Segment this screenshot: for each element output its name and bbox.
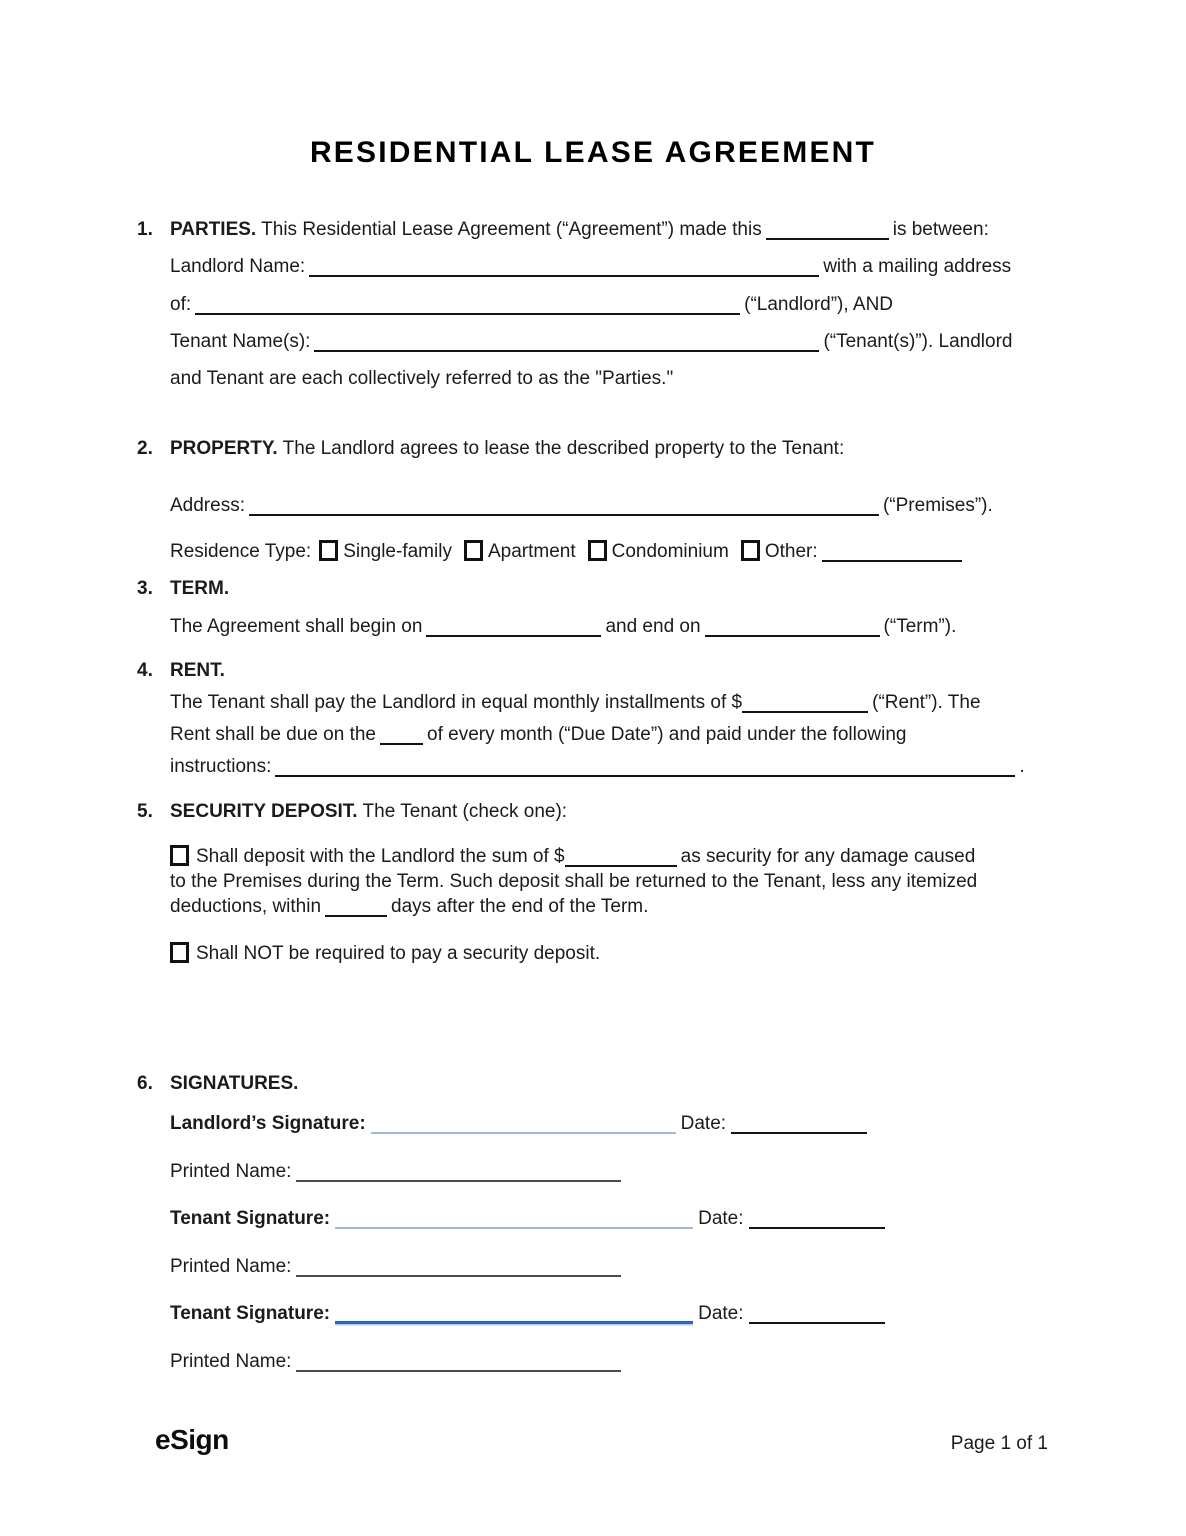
section-heading-rent: RENT. <box>170 660 225 681</box>
parties-text-1b: is between: <box>892 219 989 240</box>
page-footer <box>155 1424 1048 1456</box>
payment-instructions-blank[interactable] <box>275 759 1015 777</box>
parties-line-5 <box>170 367 673 391</box>
printed-name-label: Printed Name: <box>170 1161 292 1182</box>
deposit-amount-blank[interactable] <box>565 849 677 867</box>
rent-line-1 <box>170 691 981 715</box>
rent-text-1a: The Tenant shall pay the Landlord in equal monthly installments of $ <box>170 692 743 713</box>
date-label: Date: <box>680 1113 727 1134</box>
section-heading-signatures: SIGNATURES. <box>170 1073 299 1094</box>
section-heading-property: PROPERTY. <box>170 438 278 459</box>
landlord-signature-label: Landlord’s Signature: <box>170 1113 366 1134</box>
term-start-date-blank[interactable] <box>426 619 601 637</box>
parties-text-3b: (“Landlord”), AND <box>744 294 894 315</box>
deposit-intro: The Tenant (check one): <box>362 801 568 822</box>
parties-line-2 <box>170 255 1011 279</box>
term-heading-line <box>137 577 229 601</box>
due-day-blank[interactable] <box>380 727 423 745</box>
section-number-rent: 4. <box>137 660 153 681</box>
instructions-label: instructions: <box>170 756 272 777</box>
deposit-option1-text-1a: Shall deposit with the Landlord the sum of $ <box>196 846 565 867</box>
rent-amount-blank[interactable] <box>742 695 868 713</box>
apartment-label: Apartment <box>487 541 576 562</box>
landlord-signature-row <box>170 1112 872 1136</box>
landlord-printed-name-blank[interactable] <box>296 1166 621 1182</box>
deposit-option1-text-3a: deductions, within <box>170 896 322 917</box>
tenant2-signature-label: Tenant Signature: <box>170 1303 331 1324</box>
tenant2-signature-date-blank[interactable] <box>749 1308 885 1324</box>
deposit-required-checkbox[interactable] <box>170 845 189 866</box>
section-number-signatures: 6. <box>137 1073 153 1094</box>
section-number-parties: 1. <box>137 219 153 240</box>
deposit-option2-line <box>170 942 600 966</box>
term-end-date-blank[interactable] <box>705 619 880 637</box>
single-family-checkbox[interactable] <box>319 540 338 561</box>
parties-text-5: and Tenant are each collectively referred to as the "Parties." <box>170 368 674 389</box>
tenant-name-blank[interactable] <box>314 334 819 352</box>
tenant-name-label: Tenant Name(s): <box>170 331 311 352</box>
deposit-option1-text-2: to the Premises during the Term. Such deposit shall be returned to the Tenant, less any itemized <box>170 871 978 892</box>
section-heading-term: TERM. <box>170 578 230 599</box>
landlord-address-blank[interactable] <box>195 297 740 315</box>
parties-text-4b: (“Tenant(s)”). Landlord <box>823 331 1013 352</box>
property-heading-line <box>137 437 844 461</box>
rent-text-2a: Rent shall be due on the <box>170 724 376 745</box>
tenant1-printed-name-blank[interactable] <box>296 1261 621 1277</box>
esign-logo: eSign <box>155 1424 229 1455</box>
rent-line-3 <box>170 755 1025 779</box>
landlord-name-blank[interactable] <box>309 259 819 277</box>
rent-text-2b: of every month (“Due Date”) and paid under the following <box>427 724 907 745</box>
parties-text-1a: This Residential Lease Agreement (“Agreement”) made this <box>261 219 762 240</box>
term-text-a: The Agreement shall begin on <box>170 616 423 637</box>
landlord-name-label: Landlord Name: <box>170 256 306 277</box>
tenant1-signature-label: Tenant Signature: <box>170 1208 331 1229</box>
date-label: Date: <box>698 1303 744 1324</box>
residence-type-line <box>170 540 966 564</box>
term-line <box>170 615 956 639</box>
parties-line-3 <box>170 293 893 317</box>
parties-text-2b: with a mailing address <box>823 256 1012 277</box>
apartment-checkbox[interactable] <box>464 540 483 561</box>
deposit-option1-line-3 <box>170 895 648 919</box>
signatures-heading-line <box>137 1072 298 1096</box>
printed-name-label: Printed Name: <box>170 1351 292 1372</box>
deposit-return-days-blank[interactable] <box>325 899 387 917</box>
property-address-line <box>170 494 993 518</box>
tenant2-signature-field[interactable] <box>335 1308 693 1324</box>
deposit-option1-line-2 <box>170 870 977 894</box>
property-address-blank[interactable] <box>249 498 879 516</box>
mailing-address-label: of: <box>170 294 192 315</box>
landlord-signature-date-blank[interactable] <box>731 1118 867 1134</box>
section-number-term: 3. <box>137 578 153 599</box>
tenant1-printed-name-row <box>170 1255 626 1279</box>
parties-line-1 <box>137 218 989 242</box>
parties-line-4 <box>170 330 1012 354</box>
deposit-option1-text-1b: as security for any damage caused <box>680 846 976 867</box>
date-label: Date: <box>698 1208 744 1229</box>
printed-name-label: Printed Name: <box>170 1256 292 1277</box>
term-text-c: (“Term”). <box>883 616 957 637</box>
section-heading-deposit: SECURITY DEPOSIT. <box>170 801 358 822</box>
rent-heading-line <box>137 659 225 683</box>
deposit-heading-line <box>137 800 567 824</box>
landlord-printed-name-row <box>170 1160 626 1184</box>
no-deposit-checkbox[interactable] <box>170 942 189 963</box>
page-indicator: Page 1 of 1 <box>950 1433 1048 1454</box>
rent-text-1b: (“Rent”). The <box>872 692 981 713</box>
section-number-property: 2. <box>137 438 153 459</box>
condominium-label: Condominium <box>611 541 729 562</box>
tenant2-signature-row <box>170 1302 890 1326</box>
tenant1-signature-row <box>170 1207 890 1231</box>
deposit-option1-text-3b: days after the end of the Term. <box>391 896 649 917</box>
tenant2-printed-name-row <box>170 1350 626 1374</box>
tenant2-printed-name-blank[interactable] <box>296 1356 621 1372</box>
rent-text-3b: . <box>1019 756 1025 777</box>
condominium-checkbox[interactable] <box>588 540 607 561</box>
other-residence-blank[interactable] <box>822 544 962 562</box>
residence-type-label: Residence Type: <box>170 541 312 562</box>
rent-line-2 <box>170 723 906 747</box>
deposit-option1-line-1 <box>170 845 975 869</box>
section-number-deposit: 5. <box>137 801 153 822</box>
tenant1-signature-date-blank[interactable] <box>749 1213 885 1229</box>
single-family-label: Single-family <box>343 541 452 562</box>
other-checkbox[interactable] <box>741 540 760 561</box>
other-label: Other: <box>764 541 818 562</box>
landlord-signature-field[interactable] <box>371 1118 676 1134</box>
section-heading-parties: PARTIES. <box>170 219 257 240</box>
premises-label: (“Premises”). <box>882 495 993 516</box>
tenant1-signature-field[interactable] <box>335 1213 693 1229</box>
property-intro: The Landlord agrees to lease the described property to the Tenant: <box>282 438 845 459</box>
document-title: RESIDENTIAL LEASE AGREEMENT <box>309 136 877 169</box>
deposit-option2-text: Shall NOT be required to pay a security deposit. <box>196 943 601 964</box>
term-text-b: and end on <box>605 616 701 637</box>
address-label: Address: <box>170 495 245 516</box>
agreement-date-blank[interactable] <box>766 222 889 240</box>
